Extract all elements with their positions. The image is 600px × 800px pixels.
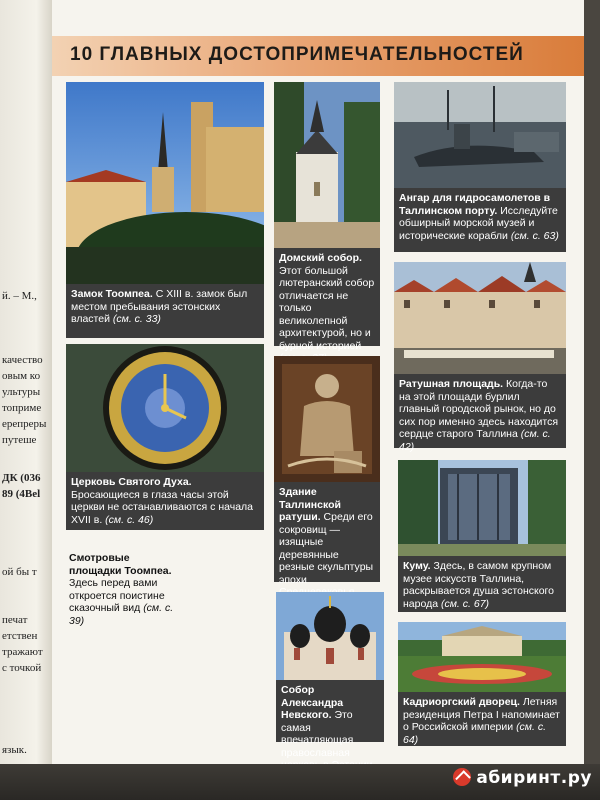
caption-text: Это самая впечатляющая православная — [281, 709, 354, 759]
caption-text: Этот большой лютеранский собор отличается не только великолепной архитектурой, но и бурной историей — [279, 264, 375, 352]
caption-text: С XIII в. замок был местом пребывания эстонских властей — [71, 288, 248, 325]
caption-page-ref: (см. с. 33) — [112, 313, 161, 325]
caption-page-ref: (см. с. 39) — [69, 602, 174, 627]
caption-title: Замок Тоомпеа. — [71, 288, 153, 300]
item-town-hall-square — [394, 262, 566, 453]
item-town-hall-building — [274, 356, 380, 586]
watermark-text: абиринт.ру — [476, 768, 592, 788]
caption-page-ref: (см. с. 67) — [440, 597, 490, 610]
caption-title: Здание Таллинской ратуши. — [279, 486, 341, 523]
caption-text: Здесь, в самом крупном музее искусств Таллина, раскрывается душа эстонского народа — [403, 560, 554, 610]
caption-title: Собор Александра Невского. — [281, 684, 344, 721]
caption-title: Домский собор. — [279, 252, 362, 264]
labirint-logo-icon — [453, 768, 471, 786]
left-page-text: язык. — [2, 744, 27, 756]
caption-text: Бросающиеся в глаза часы этой церкви не останавливаются с начала XVII в. — [71, 488, 254, 526]
item-kumu — [398, 460, 566, 612]
left-page-text: ой бы т — [2, 566, 37, 578]
item-nevsky-cathedral — [276, 592, 384, 759]
item-holy-spirit-church — [66, 344, 264, 530]
item-toompea-castle — [66, 82, 264, 338]
kadriorg-palace-photo — [398, 622, 566, 692]
town-hall-building-caption — [274, 482, 380, 586]
left-page-text: качество — [2, 354, 43, 366]
kadriorg-palace-caption — [398, 692, 566, 746]
left-page-text: тражают — [2, 646, 43, 658]
dome-cathedral-photo — [274, 82, 380, 248]
caption-page-ref: (см. с. 46) — [105, 513, 154, 526]
holy-spirit-church-photo — [66, 344, 264, 472]
caption-title: Церковь Святого Духа. — [71, 476, 192, 488]
title-bar — [52, 36, 584, 76]
left-page-text: топриме — [2, 402, 42, 414]
caption-title: Ангар для гидросамолетов в Таллинском порту. — [399, 192, 551, 217]
left-page-text: печат — [2, 614, 28, 626]
town-hall-building-photo — [274, 356, 380, 482]
left-page-text: с точкой — [2, 662, 42, 674]
seaplane-hangar-caption — [394, 188, 566, 252]
town-hall-square-caption — [394, 374, 566, 453]
caption-title: Ратушная площадь. — [399, 378, 504, 390]
left-page-text: ультуры — [2, 386, 41, 398]
caption-title: Смотровые площадки Тоомпеа. — [69, 552, 172, 577]
left-page-text: й. – М., — [2, 290, 37, 302]
caption-text: Когда-то на этой площади бурлил главный городской рынок, но до сих пор именно здесь находится сердце старого Таллина — [399, 378, 559, 440]
viewing-platforms-caption — [64, 548, 184, 627]
dome-cathedral-caption — [274, 248, 380, 352]
holy-spirit-church-caption — [66, 472, 264, 530]
watermark — [453, 768, 592, 788]
nevsky-cathedral-photo — [276, 592, 384, 680]
caption-text: Здесь перед вами откроется поистине сказочный вид — [69, 577, 165, 614]
left-page-text: ДК (036 — [2, 472, 41, 484]
item-dome-cathedral — [274, 82, 380, 352]
caption-title: Куму. — [403, 560, 431, 572]
left-page-text: овым ко — [2, 370, 41, 382]
caption-title: Кадриоргский дворец. — [403, 696, 520, 708]
caption-text: Среди его сокровищ — изящные деревянные резные скульптуры эпохи — [279, 511, 374, 586]
left-page-text: ерепреры — [2, 418, 47, 430]
left-page-edge — [0, 0, 52, 800]
page-title: 10 ГЛАВНЫХ ДОСТОПРИМЕЧАТЕЛЬНОСТЕЙ — [70, 44, 524, 65]
left-page-text: 89 (4Bel — [2, 488, 41, 500]
item-viewing-platforms — [64, 540, 264, 764]
toompea-castle-photo — [66, 82, 264, 284]
toompea-castle-caption — [66, 284, 264, 338]
item-seaplane-hangar — [394, 82, 566, 252]
kumu-photo — [398, 460, 566, 556]
left-page-text: путеше — [2, 434, 37, 446]
caption-page-ref: (см. с. 63) — [510, 229, 559, 242]
kumu-caption — [398, 556, 566, 612]
book-page — [52, 0, 584, 800]
town-hall-square-photo — [394, 262, 566, 374]
caption-page-ref: (см. с. 42) — [399, 428, 551, 453]
nevsky-cathedral-caption — [276, 680, 384, 759]
item-kadriorg-palace — [398, 622, 566, 746]
caption-text: Летняя резиденция Петра I напоминает о Российской империи — [403, 696, 560, 733]
left-page-text: етствен — [2, 630, 38, 642]
caption-page-ref: (см. с. 64) — [403, 721, 547, 746]
seaplane-hangar-photo — [394, 82, 566, 188]
caption-text: Исследуйте обширный морской музей и исторические корабли — [399, 204, 558, 242]
